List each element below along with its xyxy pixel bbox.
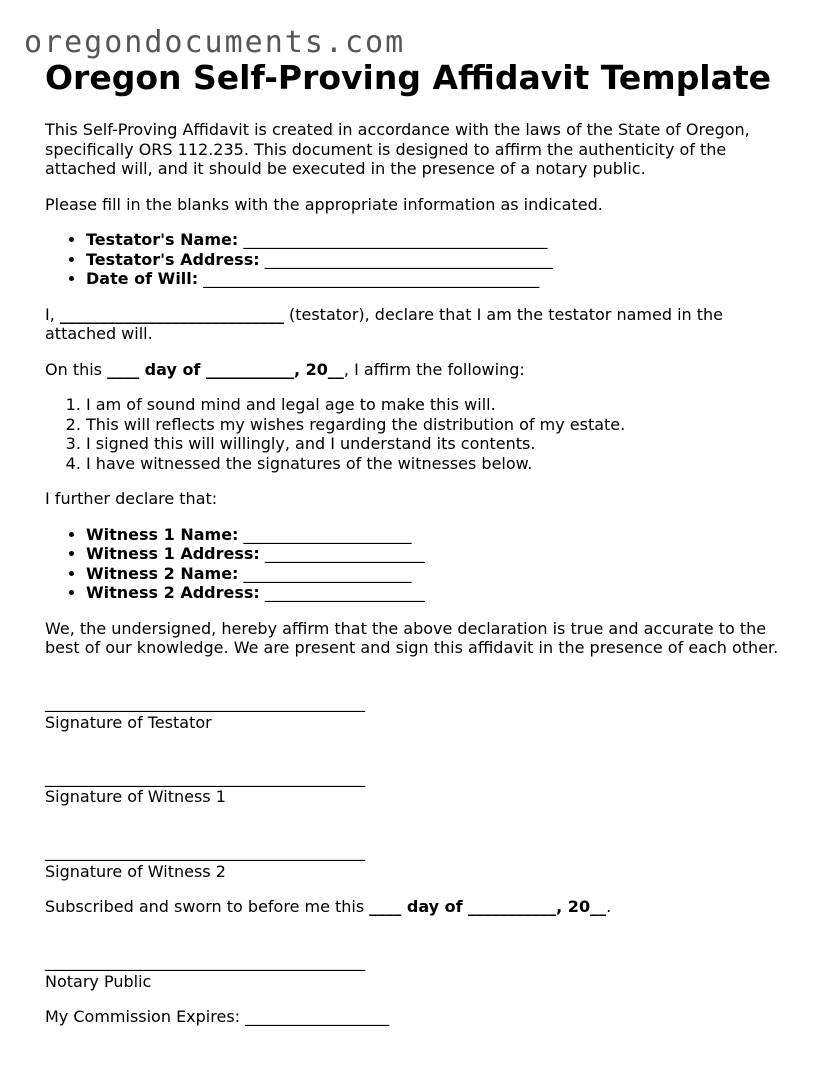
testator-name-field[interactable] bbox=[86, 230, 795, 250]
affirm-prefix: On this bbox=[45, 359, 108, 379]
signature-line[interactable]: ________________________________________ bbox=[45, 767, 365, 787]
field-label: Testator's Address: bbox=[86, 249, 260, 269]
signature-caption: Signature of Witness 2 bbox=[45, 861, 226, 881]
field-blank: __________________________________________ bbox=[203, 269, 540, 288]
field-label: Testator's Name: bbox=[86, 230, 239, 249]
spacer bbox=[45, 748, 795, 768]
site-watermark: oregondocuments.com bbox=[24, 25, 406, 60]
date-of-will-field[interactable] bbox=[86, 269, 795, 289]
document-title: Oregon Self-Proving Affidavit Template bbox=[45, 58, 772, 97]
sworn-day-of: day of bbox=[401, 897, 469, 916]
signature-line[interactable]: ________________________________________ bbox=[45, 693, 365, 712]
affirm-suffix: , I affirm the following: bbox=[343, 359, 525, 379]
affirmations-list bbox=[45, 395, 795, 473]
notary-signature-block bbox=[45, 952, 795, 991]
field-label: Witness 1 Address: bbox=[86, 544, 260, 563]
sworn-date-line bbox=[45, 897, 795, 917]
signature-caption: Notary Public bbox=[45, 971, 152, 991]
further-declare-paragraph: I further declare that: bbox=[45, 489, 218, 508]
affirm-month-blank[interactable]: ___________ bbox=[205, 359, 294, 379]
field-blank: ____________________________________ bbox=[264, 249, 553, 269]
sworn-prefix: Subscribed and sworn to before me this bbox=[45, 897, 370, 916]
sworn-month-blank[interactable]: ___________ bbox=[468, 897, 557, 916]
affirm-date-line bbox=[45, 360, 795, 380]
testator-fields-list bbox=[45, 230, 795, 289]
field-label: Witness 1 Name: bbox=[86, 524, 239, 544]
field-blank: _____________________ bbox=[243, 563, 412, 583]
affirm-day-blank[interactable]: ____ bbox=[107, 359, 140, 379]
witness-2-signature-block bbox=[45, 842, 795, 881]
commission-label: My Commission Expires: bbox=[45, 1007, 246, 1026]
sworn-year-prefix: , 20 bbox=[556, 897, 591, 916]
signature-line[interactable]: ________________________________________ bbox=[45, 952, 365, 971]
affirm-year-blank[interactable]: __ bbox=[327, 359, 344, 379]
field-blank: ____________________ bbox=[264, 583, 425, 602]
testator-address-field[interactable] bbox=[86, 250, 795, 270]
intro-paragraph: This Self-Proving Affidavit is created in accordance with the laws of the State of Oregon, specifically ORS 112.235. This document is designed to affirm the authenticity of the attached will, and it should be executed in the presence of a notary public. bbox=[45, 120, 750, 178]
affirmation-item: 2. This will reflects my wishes regarding the distribution of my estate. bbox=[86, 415, 795, 435]
spacer bbox=[45, 674, 795, 694]
signature-line[interactable]: ________________________________________ bbox=[45, 842, 365, 861]
witness-1-name-field[interactable] bbox=[86, 525, 795, 545]
field-blank: _____________________ bbox=[243, 524, 412, 544]
field-label: Witness 2 Name: bbox=[86, 563, 239, 583]
field-label: Date of Will: bbox=[86, 269, 199, 288]
sworn-year-blank[interactable]: __ bbox=[590, 897, 607, 916]
witness-2-address-field[interactable] bbox=[86, 583, 795, 603]
field-blank: ____________________ bbox=[264, 544, 425, 563]
affirm-year-prefix: , 20 bbox=[293, 359, 328, 379]
declaration-suffix: (testator), declare that I am the testator named in the attached will. bbox=[45, 304, 724, 343]
commission-blank[interactable]: __________________ bbox=[245, 1007, 390, 1026]
testator-signature-block bbox=[45, 693, 795, 732]
undersigned-statement: We, the undersigned, hereby affirm that the above declaration is true and accurate to the best of our knowledge. We are present and sign this affidavit in the presence of each other. bbox=[45, 618, 779, 657]
witness-1-signature-block bbox=[45, 768, 795, 807]
testator-name-blank[interactable]: ____________________________ bbox=[59, 304, 284, 324]
spacer bbox=[45, 933, 795, 953]
sworn-suffix: . bbox=[606, 897, 612, 916]
document-page bbox=[45, 58, 795, 1043]
affirm-day-of: day of bbox=[139, 359, 206, 379]
signature-caption: Signature of Testator bbox=[45, 712, 212, 732]
instructions-paragraph: Please fill in the blanks with the appropriate information as indicated. bbox=[45, 194, 603, 214]
affirmation-item: 4. I have witnessed the signatures of the witnesses below. bbox=[86, 454, 795, 474]
witness-1-address-field[interactable] bbox=[86, 544, 795, 564]
witness-2-name-field[interactable] bbox=[86, 564, 795, 584]
spacer bbox=[45, 823, 795, 843]
witness-fields-list bbox=[45, 525, 795, 603]
commission-expires-line bbox=[45, 1007, 795, 1027]
signature-caption: Signature of Witness 1 bbox=[45, 787, 226, 806]
declaration-paragraph bbox=[45, 305, 795, 344]
field-label: Witness 2 Address: bbox=[86, 583, 260, 602]
declaration-prefix: I, bbox=[45, 304, 60, 324]
affirmation-item: 3. I signed this will willingly, and I understand its contents. bbox=[86, 434, 795, 454]
sworn-day-blank[interactable]: ____ bbox=[369, 897, 402, 916]
affirmation-item: 1. I am of sound mind and legal age to make this will. bbox=[86, 395, 795, 415]
field-blank: ______________________________________ bbox=[243, 230, 548, 249]
